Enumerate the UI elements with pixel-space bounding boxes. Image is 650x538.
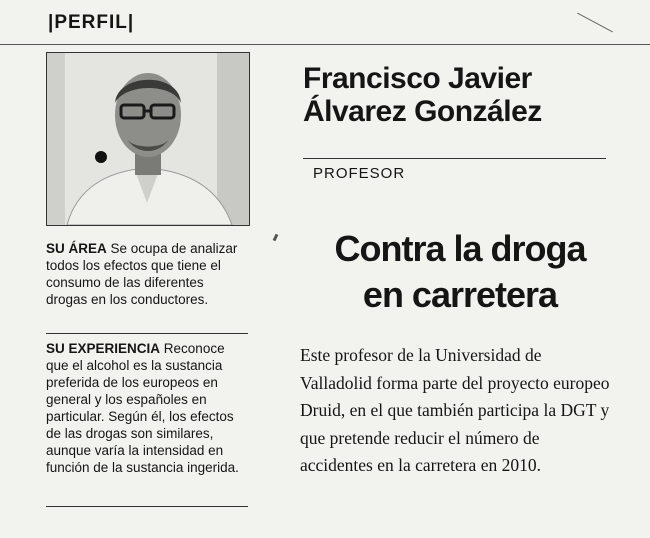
- portrait-photo: [46, 52, 250, 226]
- area-text: Se ocupa de analizar todos los efectos que tiene el consumo de las diferentes drogas en los conductores.: [46, 241, 238, 307]
- area-label: SU ÁREA: [46, 241, 107, 256]
- sidebar-divider-2: [46, 506, 248, 507]
- name-line-1: Francisco Javier: [303, 62, 532, 95]
- sidebar-experience: [46, 340, 248, 476]
- article-headline: [300, 226, 620, 318]
- sidebar-area: [46, 240, 248, 308]
- sidebar-divider-1: [46, 333, 248, 334]
- experience-text: Reconoce que el alcohol es la sustancia preferida de los europeos en general y los españoles en particular. Según él, los efectos de las drogas son similares, aunque varía la intensidad en función de la sustancia ingerida.: [46, 341, 239, 475]
- top-divider: [0, 44, 650, 45]
- name-line-2: Álvarez González: [303, 95, 542, 128]
- headline-line-2: en carretera: [362, 274, 558, 315]
- headline-line-1: Contra la droga: [334, 228, 586, 269]
- scan-speck: [273, 234, 279, 242]
- article-lede: Este profesor de la Universidad de Valladolid forma parte del proyecto europeo Druid, en el que también participa la DGT y que pretende reducir el número de accidentes en la carretera en 2010.: [300, 345, 610, 475]
- experience-label: SU EXPERIENCIA: [46, 341, 161, 356]
- profile-role: PROFESOR: [313, 165, 406, 182]
- name-divider: [303, 158, 606, 159]
- profile-name: [303, 62, 603, 128]
- scan-mark: [577, 13, 613, 33]
- section-tag: |PERFIL|: [48, 12, 135, 33]
